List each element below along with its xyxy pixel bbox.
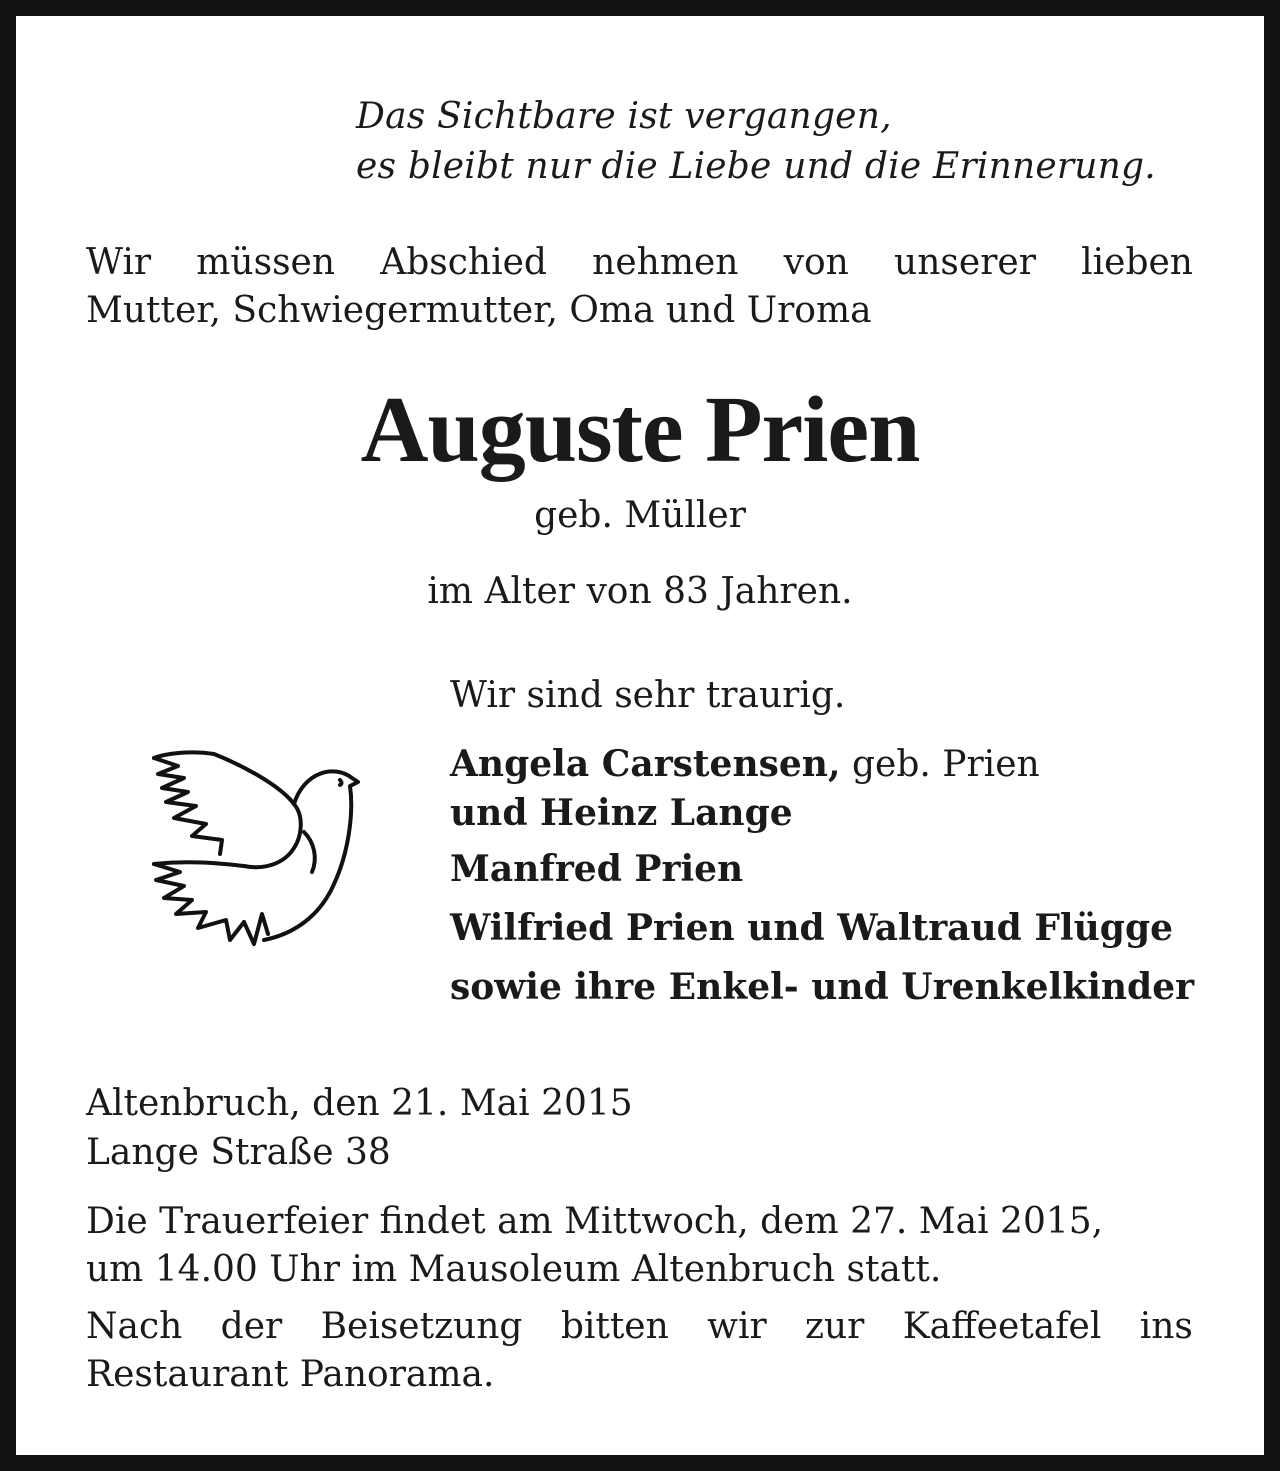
intro-line-1 [86, 242, 1193, 283]
place-date-line-1: Altenbruch, den 21. Mai 2015 [86, 1083, 633, 1124]
reception-word: ins [1139, 1306, 1193, 1347]
mourner-line-5: sowie ihre Enkel- und Urenkelkinder [450, 966, 1195, 1008]
mourner-suffix: geb. Prien [851, 744, 1040, 785]
intro-word: Abschied [380, 242, 547, 283]
address-line: Lange Straße 38 [86, 1132, 391, 1173]
reception-word: Nach [86, 1306, 183, 1347]
reception-word: der [220, 1306, 283, 1347]
intro-word: nehmen [592, 242, 739, 283]
intro-line-2: Mutter, Schwiegermutter, Oma und Uroma [86, 290, 872, 331]
dove-icon [144, 744, 374, 954]
mourner-name: Angela Carstensen, [450, 743, 841, 785]
ceremony-line-2: um 14.00 Uhr im Mausoleum Altenbruch statt. [86, 1249, 942, 1290]
reception-word: bitten [560, 1306, 669, 1347]
age-text: im Alter von 83 Jahren. [427, 571, 853, 612]
intro-word: müssen [196, 242, 336, 283]
mourners-intro: Wir sind sehr traurig. [450, 675, 846, 716]
mourner-line-4: Wilfried Prien und Waltraud Flügge [450, 907, 1174, 949]
reception-word: zur [805, 1306, 865, 1347]
reception-line-1 [86, 1306, 1193, 1347]
deceased-name: Auguste Prien [360, 378, 920, 482]
reception-word: wir [707, 1306, 767, 1347]
motto-line-2: es bleibt nur die Liebe und die Erinnerung. [356, 146, 1156, 187]
ceremony-line-1: Die Trauerfeier findet am Mittwoch, dem 27. Mai 2015, [86, 1201, 1104, 1242]
mourner-line-2: und Heinz Lange [450, 792, 793, 834]
birth-name: geb. Müller [534, 495, 746, 536]
intro-word: lieben [1081, 242, 1193, 283]
motto-line-1: Das Sichtbare ist vergangen, [356, 96, 892, 137]
reception-word: Kaffeetafel [902, 1306, 1102, 1347]
intro-word: Wir [86, 242, 152, 283]
intro-word: unserer [894, 242, 1036, 283]
mourner-line-1 [450, 743, 1040, 785]
reception-word: Beisetzung [320, 1306, 523, 1347]
mourner-line-3: Manfred Prien [450, 848, 744, 890]
intro-word: von [783, 242, 849, 283]
reception-line-2: Restaurant Panorama. [86, 1354, 495, 1395]
